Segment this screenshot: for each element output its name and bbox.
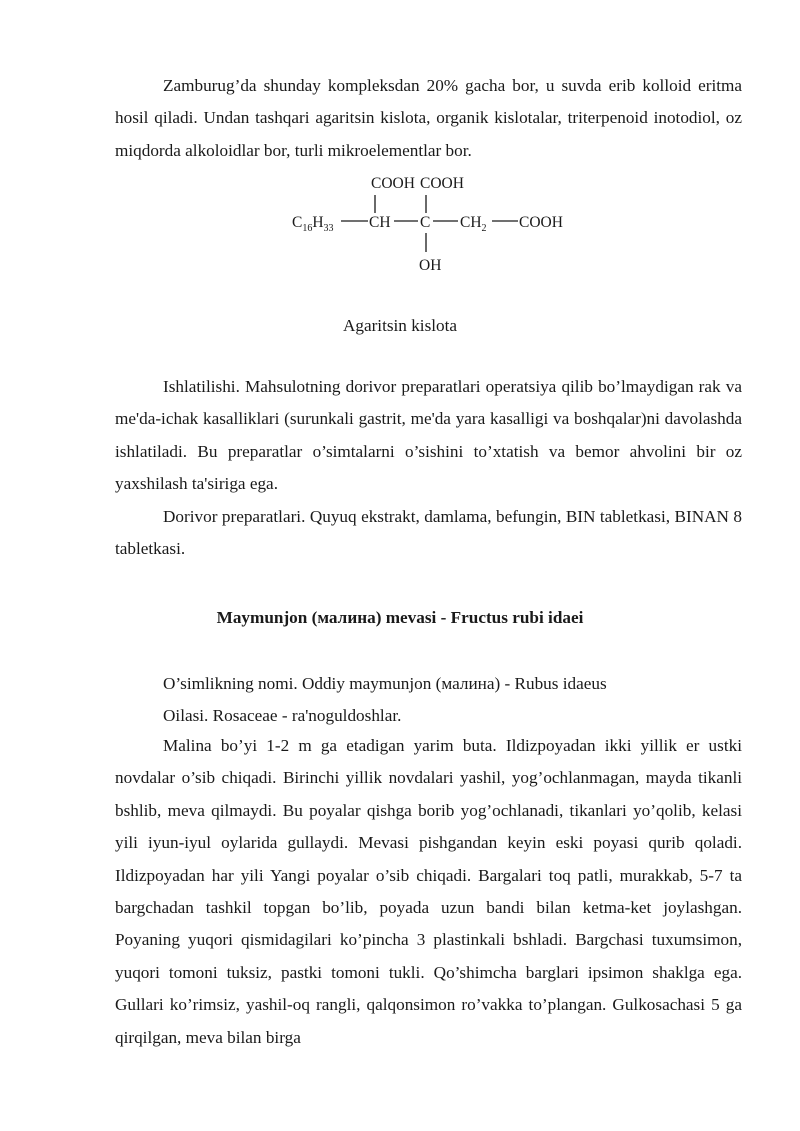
section-heading: Maymunjon (малина) mevasi - Fructus rubi idaei: [216, 608, 584, 627]
formula-cooh-2: COOH: [420, 175, 464, 192]
formula-caption: Agaritsin kislota: [342, 316, 458, 335]
formula-cooh-1: COOH: [371, 175, 415, 192]
paragraph-description: Malina bo’yi 1-2 m ga etadigan yarim buta. Ildizpoyadan ikki yillik er ustki novdalar o’sib chiqadi. Birinchi yillik novdalari yashil, yog’ochlanmagan, mayda tikanli bshlib, meva qilmaydi. Bu poyalar qishga borib yog’ochlanadi, tikanlari yo’qolib, kelasi yili iyun-iyul oylarida gullaydi. Mevasi pishgandan keyin eski poyasi qurib qoladi. Ildizpoyadan har yili Yangi poyalar o’sib chiqadi. Bargalari toq patli, murakkab, 5-7 ta bargchadan tashkil topgan bo’lib, poyada uzun bandi bilan ketma-ket joylashgan. Poyaning yuqori qismidagilari ko’pincha 3 plastinkali bshladi. Bargchasi tuxumsimon, yuqori tomoni tuksiz, pastki tomoni tukli. Qo’shimcha barglari ipsimon shaklga ega. Gullari ko’rimsiz, yashil-oq rangli, qalqonsimon ro’vakka to’plangan. Gulkosachasi 5 ga qirqilgan, meva bilan birga: [115, 736, 742, 1047]
formula-c16h33: $C_{16}H_{33}$: [292, 214, 334, 234]
paragraph-composition: Zamburug’da shunday kompleksdan 20% gacha bor, u suvda erib kolloid eritma hosil qiladi. Undan tashqari agaritsin kislota, organik kislotalar, triterpenoid inotodiol, oz miqdorda alkoloidlar bor, turli mikroelementlar bor.: [115, 76, 742, 160]
formula-cooh-3: COOH: [519, 214, 563, 231]
family-line: Oilasi. Rosaceae - ra'noguldoshlar.: [163, 706, 402, 725]
formula-ch2: $CH_2$: [460, 214, 487, 234]
plant-name-line: O’simlikning nomi. Oddiy maymunjon (малина) - Rubus idaeus: [163, 674, 607, 693]
formula-ch: CH: [369, 214, 391, 231]
formula-oh: OH: [419, 257, 442, 274]
agaritsin-acid-structural-formula: [0, 170, 800, 290]
paragraph-preparations: Dorivor preparatlari. Quyuq ekstrakt, damlama, befungin, BIN tabletkasi, BINAN 8 tabletkasi.: [115, 507, 742, 559]
paragraph-usage: Ishlatilishi. Mahsulotning dorivor preparatlari operatsiya qilib bo’lmaydigan rak va me'da-ichak kasalliklari (surunkali gastrit, me'da yara kasalligi va boshqalar)ni davolashda ishlatiladi. Bu preparatlar o’simtalarni o’sishini to’xtatish va bemor ahvolini bir oz yaxshilash ta'siriga ega.: [115, 377, 742, 494]
formula-c: C: [420, 214, 431, 231]
